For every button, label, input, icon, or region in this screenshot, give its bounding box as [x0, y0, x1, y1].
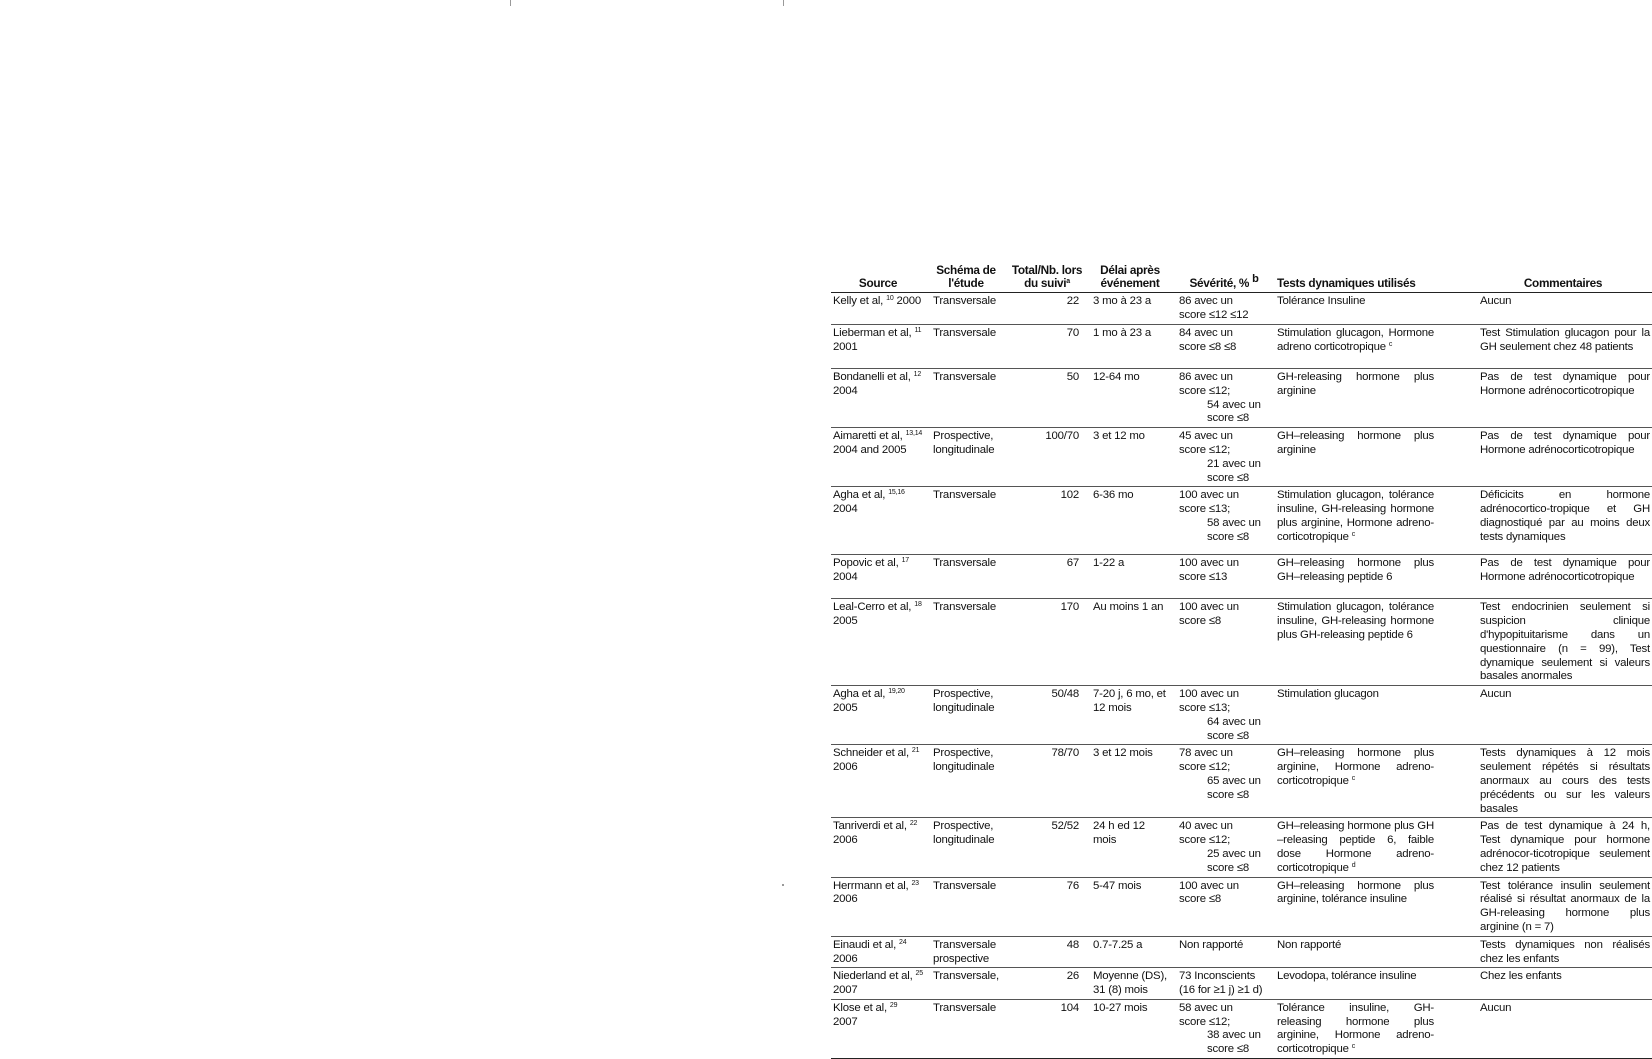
cell-severity — [1173, 555, 1275, 599]
cell-comments: Pas de test dynamique à 24 h, Test dynamique pour hormone adrénocor-ticotropique seulement chez 12 patients — [1472, 818, 1652, 877]
severity-line: score ≤13 — [1179, 571, 1228, 584]
cell-delay: Au moins 1 an — [1087, 599, 1173, 686]
source-authors: Popovic et al, — [833, 557, 899, 570]
table-row — [831, 968, 1652, 1000]
table-row — [831, 877, 1652, 936]
table-row — [831, 818, 1652, 877]
cell-delay: 1-22 a — [1087, 555, 1173, 599]
source-year: 2000 — [896, 295, 922, 308]
source-authors: Agha et al, — [833, 489, 886, 502]
source-ref: 23 — [911, 879, 919, 887]
source-year: 2004 — [833, 571, 858, 584]
severity-line: score ≤8 — [1207, 861, 1250, 874]
severity-line: score ≤12; — [1179, 443, 1231, 456]
cell-severity — [1173, 325, 1275, 369]
cell-tests — [1275, 877, 1472, 936]
cell-schema: Transversale — [925, 487, 1007, 555]
tests-text: Levodopa, tolérance insuline — [1277, 970, 1417, 983]
cell-comments: Test Stimulation glucagon pour la GH seulement chez 48 patients — [1472, 325, 1652, 369]
severity-line: score ≤12; — [1179, 1015, 1231, 1028]
cell-schema: Transversale — [925, 293, 1007, 325]
source-ref: 22 — [909, 820, 918, 828]
source-year: 2005 — [833, 615, 858, 628]
source-year: 2007 — [833, 1015, 858, 1028]
cell-comments: Aucun — [1472, 999, 1652, 1058]
cell-schema: Prospective, longitudinale — [925, 686, 1007, 745]
cell-schema: Transversale — [925, 877, 1007, 936]
cell-delay: 24 h ed 12 mois — [1087, 818, 1173, 877]
table-row — [831, 555, 1652, 599]
severity-line: score ≤12 ≤12 — [1179, 309, 1249, 322]
cell-schema: Transversale — [925, 999, 1007, 1058]
header-comments: Commentaires — [1472, 264, 1652, 293]
cell-tests — [1275, 369, 1472, 428]
severity-line: score ≤8 — [1207, 471, 1250, 484]
tests-text: Stimulation glucagon, tolérance insuline, GH-releasing hormone plus arginine, Hormone adreno-corticotropique — [1277, 489, 1434, 543]
cell-total: 170 — [1007, 599, 1087, 686]
table-row — [831, 999, 1652, 1058]
cell-severity — [1173, 968, 1275, 1000]
cell-comments: Test endocrinien seulement si suspicion clinique d'hypopituitarisme dans un questionnaire (n = 99), Test dynamique seulement si valeurs basales anormales — [1472, 599, 1652, 686]
cell-total: 76 — [1007, 877, 1087, 936]
cell-comments: Tests dynamiques à 12 mois seulement répétés si résultats anormaux au cours des tests précédents ou sur les valeurs basales — [1472, 745, 1652, 818]
source-year: 2004 — [833, 503, 858, 516]
cell-delay: Moyenne (DS), 31 (8) mois — [1087, 968, 1173, 1000]
source-authors: Leal-Cerro et al, — [833, 601, 912, 614]
tests-text: GH-releasing hormone plus arginine — [1277, 371, 1434, 397]
severity-line: score ≤8 — [1207, 1043, 1250, 1056]
source-year: 2004 and 2005 — [833, 443, 907, 456]
cell-tests — [1275, 999, 1472, 1058]
severity-line: 73 Inconscients — [1179, 970, 1256, 983]
cell-schema: Prospective, longitudinale — [925, 745, 1007, 818]
tests-text: Tolérance insuline, GH-releasing hormone plus arginine, Hormone adreno-corticotropique — [1277, 1001, 1434, 1056]
cell-total: 22 — [1007, 293, 1087, 325]
source-ref: 29 — [889, 1001, 898, 1009]
severity-line: score ≤8 — [1207, 412, 1250, 425]
cell-tests — [1275, 818, 1472, 877]
cell-tests — [1275, 968, 1472, 1000]
severity-line: 86 avec un — [1179, 295, 1233, 308]
source-authors: Niederland et al, — [833, 970, 913, 983]
table-row — [831, 428, 1652, 487]
severity-line: score ≤8 — [1207, 788, 1250, 801]
cell-source — [831, 555, 925, 599]
tests-text: GH–releasing hormone plus GH–releasing peptide 6 — [1277, 557, 1434, 584]
severity-line: score ≤12; — [1179, 834, 1231, 847]
cell-delay: 10-27 mois — [1087, 999, 1173, 1058]
cell-source — [831, 293, 925, 325]
cell-total: 52/52 — [1007, 818, 1087, 877]
severity-line: 78 avec un — [1179, 747, 1233, 760]
table-row — [831, 936, 1652, 968]
header-delay: Délai après événement — [1087, 264, 1173, 293]
cell-severity — [1173, 487, 1275, 555]
table-header-row — [831, 264, 1652, 293]
source-authors: Kelly et al, — [833, 295, 884, 308]
cell-source — [831, 968, 925, 1000]
severity-line: score ≤13; — [1179, 701, 1231, 714]
severity-line: score ≤8 — [1207, 530, 1250, 543]
source-ref: 17 — [901, 557, 909, 565]
cell-source — [831, 936, 925, 968]
table-row — [831, 369, 1652, 428]
severity-line: score ≤13; — [1179, 503, 1231, 516]
tests-text: Stimulation glucagon, tolérance insuline, GH-releasing hormone plus GH-releasing peptide 6 — [1277, 601, 1434, 641]
cell-comments: Chez les enfants — [1472, 968, 1652, 1000]
cell-severity — [1173, 818, 1275, 877]
severity-line: score ≤8 — [1179, 615, 1222, 628]
source-year: 2006 — [833, 893, 858, 906]
cell-severity — [1173, 999, 1275, 1058]
severity-line: 21 avec un — [1207, 457, 1261, 470]
tests-footnote: d — [1351, 861, 1356, 869]
header-total: Total/Nb. lors du suivi$^a$ — [1007, 264, 1087, 293]
severity-line: score ≤8 ≤8 — [1179, 340, 1237, 353]
cell-delay: 1 mo à 23 a — [1087, 325, 1173, 369]
table-row — [831, 599, 1652, 686]
cell-comments: Pas de test dynamique pour Hormone adrénocorticotropique — [1472, 555, 1652, 599]
cell-source — [831, 428, 925, 487]
header-source: Source — [831, 264, 925, 293]
margin-dot — [782, 884, 784, 886]
source-authors: Einaudi et al, — [833, 938, 897, 951]
tests-text: Tolérance Insuline — [1277, 295, 1366, 308]
severity-line: 25 avec un — [1207, 847, 1261, 860]
cell-comments: Pas de test dynamique pour Hormone adrénocorticotropique — [1472, 369, 1652, 428]
severity-line: 58 avec un — [1207, 516, 1261, 529]
cell-schema: Prospective, longitudinale — [925, 818, 1007, 877]
cell-tests — [1275, 428, 1472, 487]
table-row — [831, 325, 1652, 369]
tests-text: GH–releasing hormone plus arginine, tolérance insuline — [1277, 879, 1434, 906]
severity-line: (16 for ≥1 j) ≥1 d) — [1179, 984, 1263, 997]
cell-schema: Prospective, longitudinale — [925, 428, 1007, 487]
source-year: 2004 — [833, 384, 858, 397]
severity-line: score ≤8 — [1179, 893, 1222, 906]
page-edge-mark-left — [510, 0, 511, 6]
severity-line: 58 avec un — [1179, 1001, 1233, 1014]
cell-total: 102 — [1007, 487, 1087, 555]
study-table — [831, 264, 1652, 1059]
cell-severity — [1173, 369, 1275, 428]
cell-total: 67 — [1007, 555, 1087, 599]
cell-delay: 12-64 mo — [1087, 369, 1173, 428]
tests-text: GH–releasing hormone plus arginine — [1277, 430, 1434, 456]
cell-delay: 5-47 mois — [1087, 877, 1173, 936]
cell-delay: 3 mo à 23 a — [1087, 293, 1173, 325]
cell-comments: Déficicits en hormone adrénocortico-tropique et GH diagnostiqué par au moins deux tests dynamiques — [1472, 487, 1652, 555]
header-schema: Schéma de l'étude — [925, 264, 1007, 293]
cell-severity — [1173, 599, 1275, 686]
severity-line: 40 avec un — [1179, 820, 1233, 833]
cell-total: 100/70 — [1007, 428, 1087, 487]
cell-tests — [1275, 487, 1472, 555]
source-authors: Tanriverdi et al, — [833, 820, 907, 833]
cell-schema: Transversale, — [925, 968, 1007, 1000]
severity-line: 54 avec un — [1207, 398, 1261, 411]
source-year: 2001 — [833, 340, 858, 353]
tests-footnote: c — [1351, 774, 1355, 782]
source-authors: Klose et al, — [833, 1001, 887, 1014]
cell-severity — [1173, 686, 1275, 745]
source-authors: Agha et al, — [833, 688, 886, 701]
tests-footnote: c — [1388, 340, 1393, 348]
source-authors: Bondanelli et al, — [833, 371, 911, 383]
cell-tests — [1275, 686, 1472, 745]
table-row — [831, 745, 1652, 818]
source-ref: 13,14 — [905, 430, 923, 438]
cell-total: 70 — [1007, 325, 1087, 369]
cell-total: 50 — [1007, 369, 1087, 428]
cell-source — [831, 369, 925, 428]
cell-severity — [1173, 877, 1275, 936]
source-authors: Aimaretti et al, — [833, 430, 903, 443]
cell-source — [831, 999, 925, 1058]
cell-delay: 0.7-7.25 a — [1087, 936, 1173, 968]
cell-schema: Transversale — [925, 369, 1007, 428]
table-body — [831, 293, 1652, 1059]
tests-text: GH–releasing hormone plus GH –releasing peptide 6, faible dose Hormone adreno-corticotropique — [1277, 820, 1434, 874]
header-tests: Tests dynamiques utilisés — [1275, 264, 1472, 293]
cell-comments: Aucun — [1472, 293, 1652, 325]
source-year: 2007 — [833, 984, 858, 997]
page-edge-mark-right — [783, 0, 784, 6]
severity-line: 100 avec un — [1179, 489, 1239, 502]
severity-line: 100 avec un — [1179, 557, 1239, 570]
source-authors: Lieberman et al, — [833, 327, 912, 339]
cell-schema: Transversale — [925, 599, 1007, 686]
tests-footnote: c — [1351, 530, 1355, 538]
cell-source — [831, 686, 925, 745]
source-year: 2006 — [833, 952, 858, 965]
cell-total: 48 — [1007, 936, 1087, 968]
table-row — [831, 487, 1652, 555]
cell-source — [831, 599, 925, 686]
severity-line: 100 avec un — [1179, 688, 1239, 701]
cell-tests — [1275, 555, 1472, 599]
cell-comments: Aucun — [1472, 686, 1652, 745]
source-ref: 25 — [915, 970, 923, 978]
tests-text: Stimulation glucagon — [1277, 688, 1379, 701]
cell-severity — [1173, 293, 1275, 325]
cell-total: 26 — [1007, 968, 1087, 1000]
source-ref: 11 — [914, 327, 922, 334]
cell-comments: Tests dynamiques non réalisés chez les enfants — [1472, 936, 1652, 968]
cell-tests — [1275, 293, 1472, 325]
cell-comments: Test tolérance insulin seulement réalisé si résultat anormaux de la GH-releasing hormone plus arginine (n = 7) — [1472, 877, 1652, 936]
cell-total: 50/48 — [1007, 686, 1087, 745]
cell-severity — [1173, 936, 1275, 968]
cell-tests — [1275, 599, 1472, 686]
severity-line: score ≤12; — [1179, 384, 1231, 397]
severity-line: score ≤8 — [1207, 729, 1250, 742]
cell-tests — [1275, 745, 1472, 818]
cell-source — [831, 818, 925, 877]
tests-text: GH–releasing hormone plus arginine, Hormone adreno-corticotropique — [1277, 747, 1434, 787]
source-authors: Schneider et al, — [833, 747, 909, 760]
severity-line: 45 avec un — [1179, 430, 1233, 443]
source-authors: Herrmann et al, — [833, 879, 909, 892]
source-ref: 19,20 — [888, 688, 905, 696]
source-ref: 18 — [914, 601, 922, 609]
cell-source — [831, 325, 925, 369]
cell-source — [831, 487, 925, 555]
severity-line: 64 avec un — [1207, 715, 1261, 728]
cell-tests — [1275, 936, 1472, 968]
cell-schema: Transversale — [925, 555, 1007, 599]
severity-line: 86 avec un — [1179, 371, 1233, 383]
source-year: 2006 — [833, 834, 858, 847]
tests-text: Non rapporté — [1277, 938, 1342, 951]
cell-total: 78/70 — [1007, 745, 1087, 818]
table-row — [831, 293, 1652, 325]
severity-line: 65 avec un — [1207, 774, 1261, 787]
cell-severity — [1173, 745, 1275, 818]
source-ref: 24 — [899, 938, 907, 946]
cell-tests — [1275, 325, 1472, 369]
severity-line: Non rapporté — [1179, 938, 1244, 951]
cell-schema: Transversale prospective — [925, 936, 1007, 968]
cell-delay: 3 et 12 mois — [1087, 745, 1173, 818]
cell-severity — [1173, 428, 1275, 487]
cell-source — [831, 745, 925, 818]
severity-line: 100 avec un — [1179, 879, 1239, 892]
severity-line: 38 avec un — [1207, 1029, 1261, 1042]
source-ref: 10 — [886, 295, 894, 303]
cell-delay: 3 et 12 mo — [1087, 428, 1173, 487]
source-year: 2006 — [833, 761, 858, 774]
cell-comments: Pas de test dynamique pour Hormone adrénocorticotropique — [1472, 428, 1652, 487]
source-ref: 12 — [913, 371, 922, 378]
source-year: 2005 — [833, 701, 858, 714]
source-ref: 21 — [911, 747, 920, 755]
cell-schema: Transversale — [925, 325, 1007, 369]
table-row — [831, 686, 1652, 745]
cell-delay: 6-36 mo — [1087, 487, 1173, 555]
source-ref: 15,16 — [888, 489, 905, 497]
severity-line: 100 avec un — [1179, 601, 1239, 614]
cell-source — [831, 877, 925, 936]
tests-footnote: c — [1351, 1043, 1355, 1051]
tests-text: Stimulation glucagon, Hormone adreno corticotropique — [1277, 327, 1434, 353]
severity-line: score ≤12; — [1179, 761, 1231, 774]
header-severity: Sévérité, % $^b$ — [1173, 264, 1275, 293]
severity-line: 84 avec un — [1179, 327, 1233, 339]
cell-total: 104 — [1007, 999, 1087, 1058]
cell-delay: 7-20 j, 6 mo, et 12 mois — [1087, 686, 1173, 745]
